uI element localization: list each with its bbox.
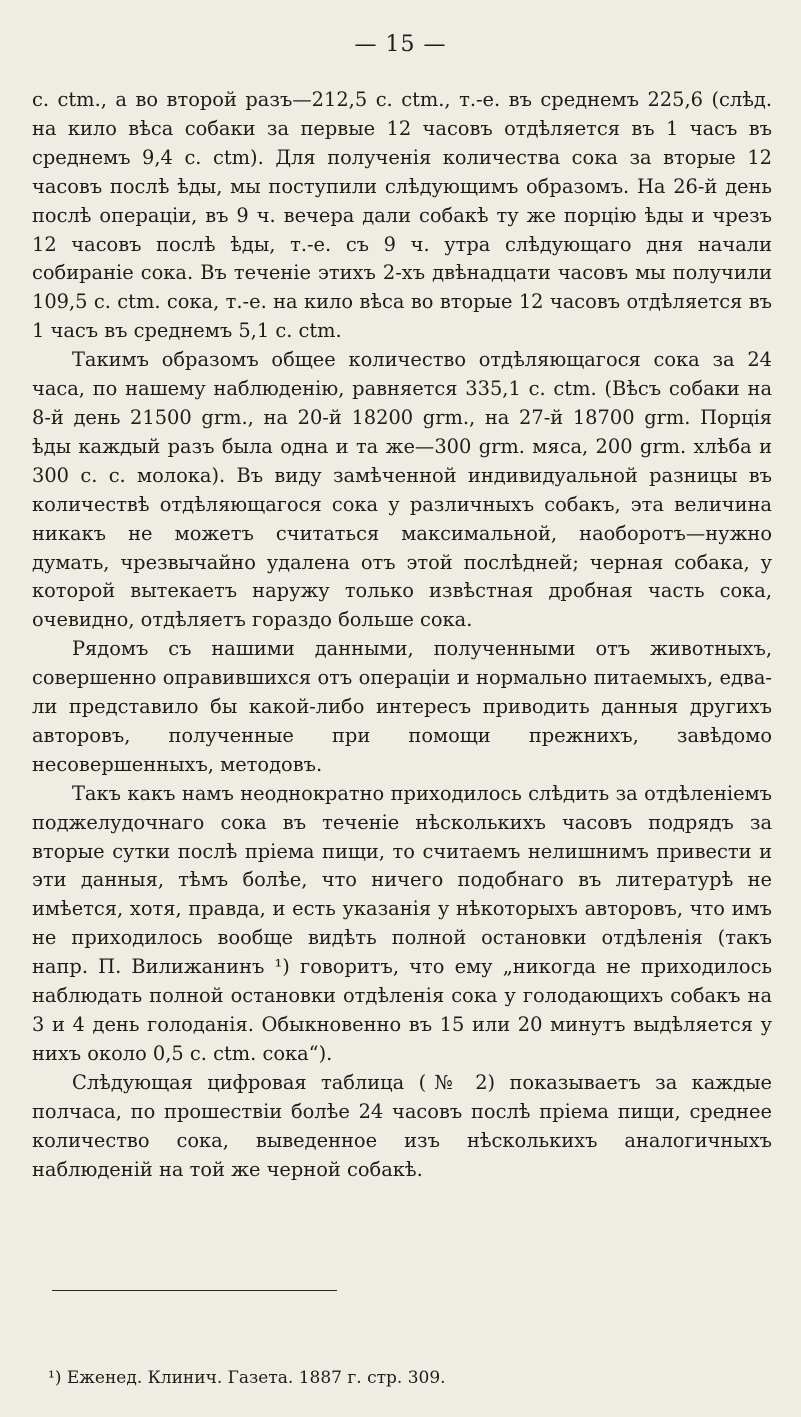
main-text [32,86,772,1184]
footnote-marker: ¹) [48,1368,62,1388]
footnote-text: Еженед. Клинич. Газета. 1887 г. стр. 309. [66,1368,446,1388]
footnote [48,1367,748,1389]
paragraph-2: Такимъ образомъ общее количество отдѣляющагося сока за 24 часа, по нашему наблюденію, равняется 335,1 с. ctm. (Вѣсъ собаки на 8-й день 21500 grm., на 20-й 18200 grm., на 27-й 18700 grm. Порція ѣды каждый разъ была одна и та же—300 grm. мяса, 200 grm. хлѣба и 300 с. с. молока). Въ виду замѣченной индивидуальной разницы въ количествѣ отдѣляющагося сока у различныхъ собакъ, эта величина никакъ не можетъ считаться максимальной, наоборотъ—нужно думать, чрезвычайно удалена отъ этой послѣдней; черная собака, у которой вытекаетъ наружу только извѣстная дробная часть сока, очевидно, отдѣляетъ гораздо больше сока. [32,348,772,632]
paragraph-4: Такъ какъ намъ неоднократно приходилось слѣдить за отдѣленіемъ поджелудочнаго сока въ теченіе нѣсколькихъ часовъ подрядъ за вторые сутки послѣ пріема пищи, то считаемъ нелишнимъ привести и эти данныя, тѣмъ болѣе, что ничего подобнаго въ литературѣ не имѣется, хотя, правда, и есть указанія у нѣкоторыхъ авторовъ, что имъ не приходилось вообще видѣть полной остановки отдѣленія (такъ напр. П. Вилижанинъ ¹) говоритъ, что ему „никогда не приходилось наблюдать полной остановки отдѣленія сока у голодающихъ собакъ на 3 и 4 день голоданія. Обыкновенно въ 15 или 20 минутъ выдѣляется у нихъ около 0,5 с. ctm. сока“). [32,781,772,1065]
paragraph-3: Рядомъ съ нашими данными, полученными отъ животныхъ, совершенно оправившихся отъ операціи и нормально питаемыхъ, едва-ли представило бы какой-либо интересъ приводить данныя другихъ авторовъ, полученные при помощи прежнихъ, завѣдомо несовершенныхъ, методовъ. [32,637,772,776]
footnote-divider [52,1290,337,1291]
paragraph-5: Слѣдующая цифровая таблица (№ 2) показываетъ за каждые полчаса, по прошествіи болѣе 24 часовъ послѣ пріема пищи, среднее количество сока, выведенное изъ нѣсколькихъ аналогичныхъ наблюденій на той же черной собакѣ. [32,1070,772,1181]
page-number: — 15 — [354,32,447,57]
paragraph-1: с. ctm., а во второй разъ—212,5 с. ctm., т.-е. въ среднемъ 225,6 (слѣд. на кило вѣса собаки за первые 12 часовъ отдѣляется въ 1 часъ въ среднемъ 9,4 с. ctm). Для полученія количества сока за вторые 12 часовъ послѣ ѣды, мы поступили слѣдующимъ образомъ. На 26-й день послѣ операціи, въ 9 ч. вечера дали собакѣ ту же порцію ѣды и чрезъ 12 часовъ послѣ ѣды, т.-е. съ 9 ч. утра слѣдующаго дня начали собираніе сока. Въ теченіе этихъ 2-хъ двѣнадцати часовъ мы получили 109,5 с. ctm. сока, т.-е. на кило вѣса во вторые 12 часовъ отдѣляется въ 1 часъ въ среднемъ 5,1 с. ctm. [32,88,772,343]
